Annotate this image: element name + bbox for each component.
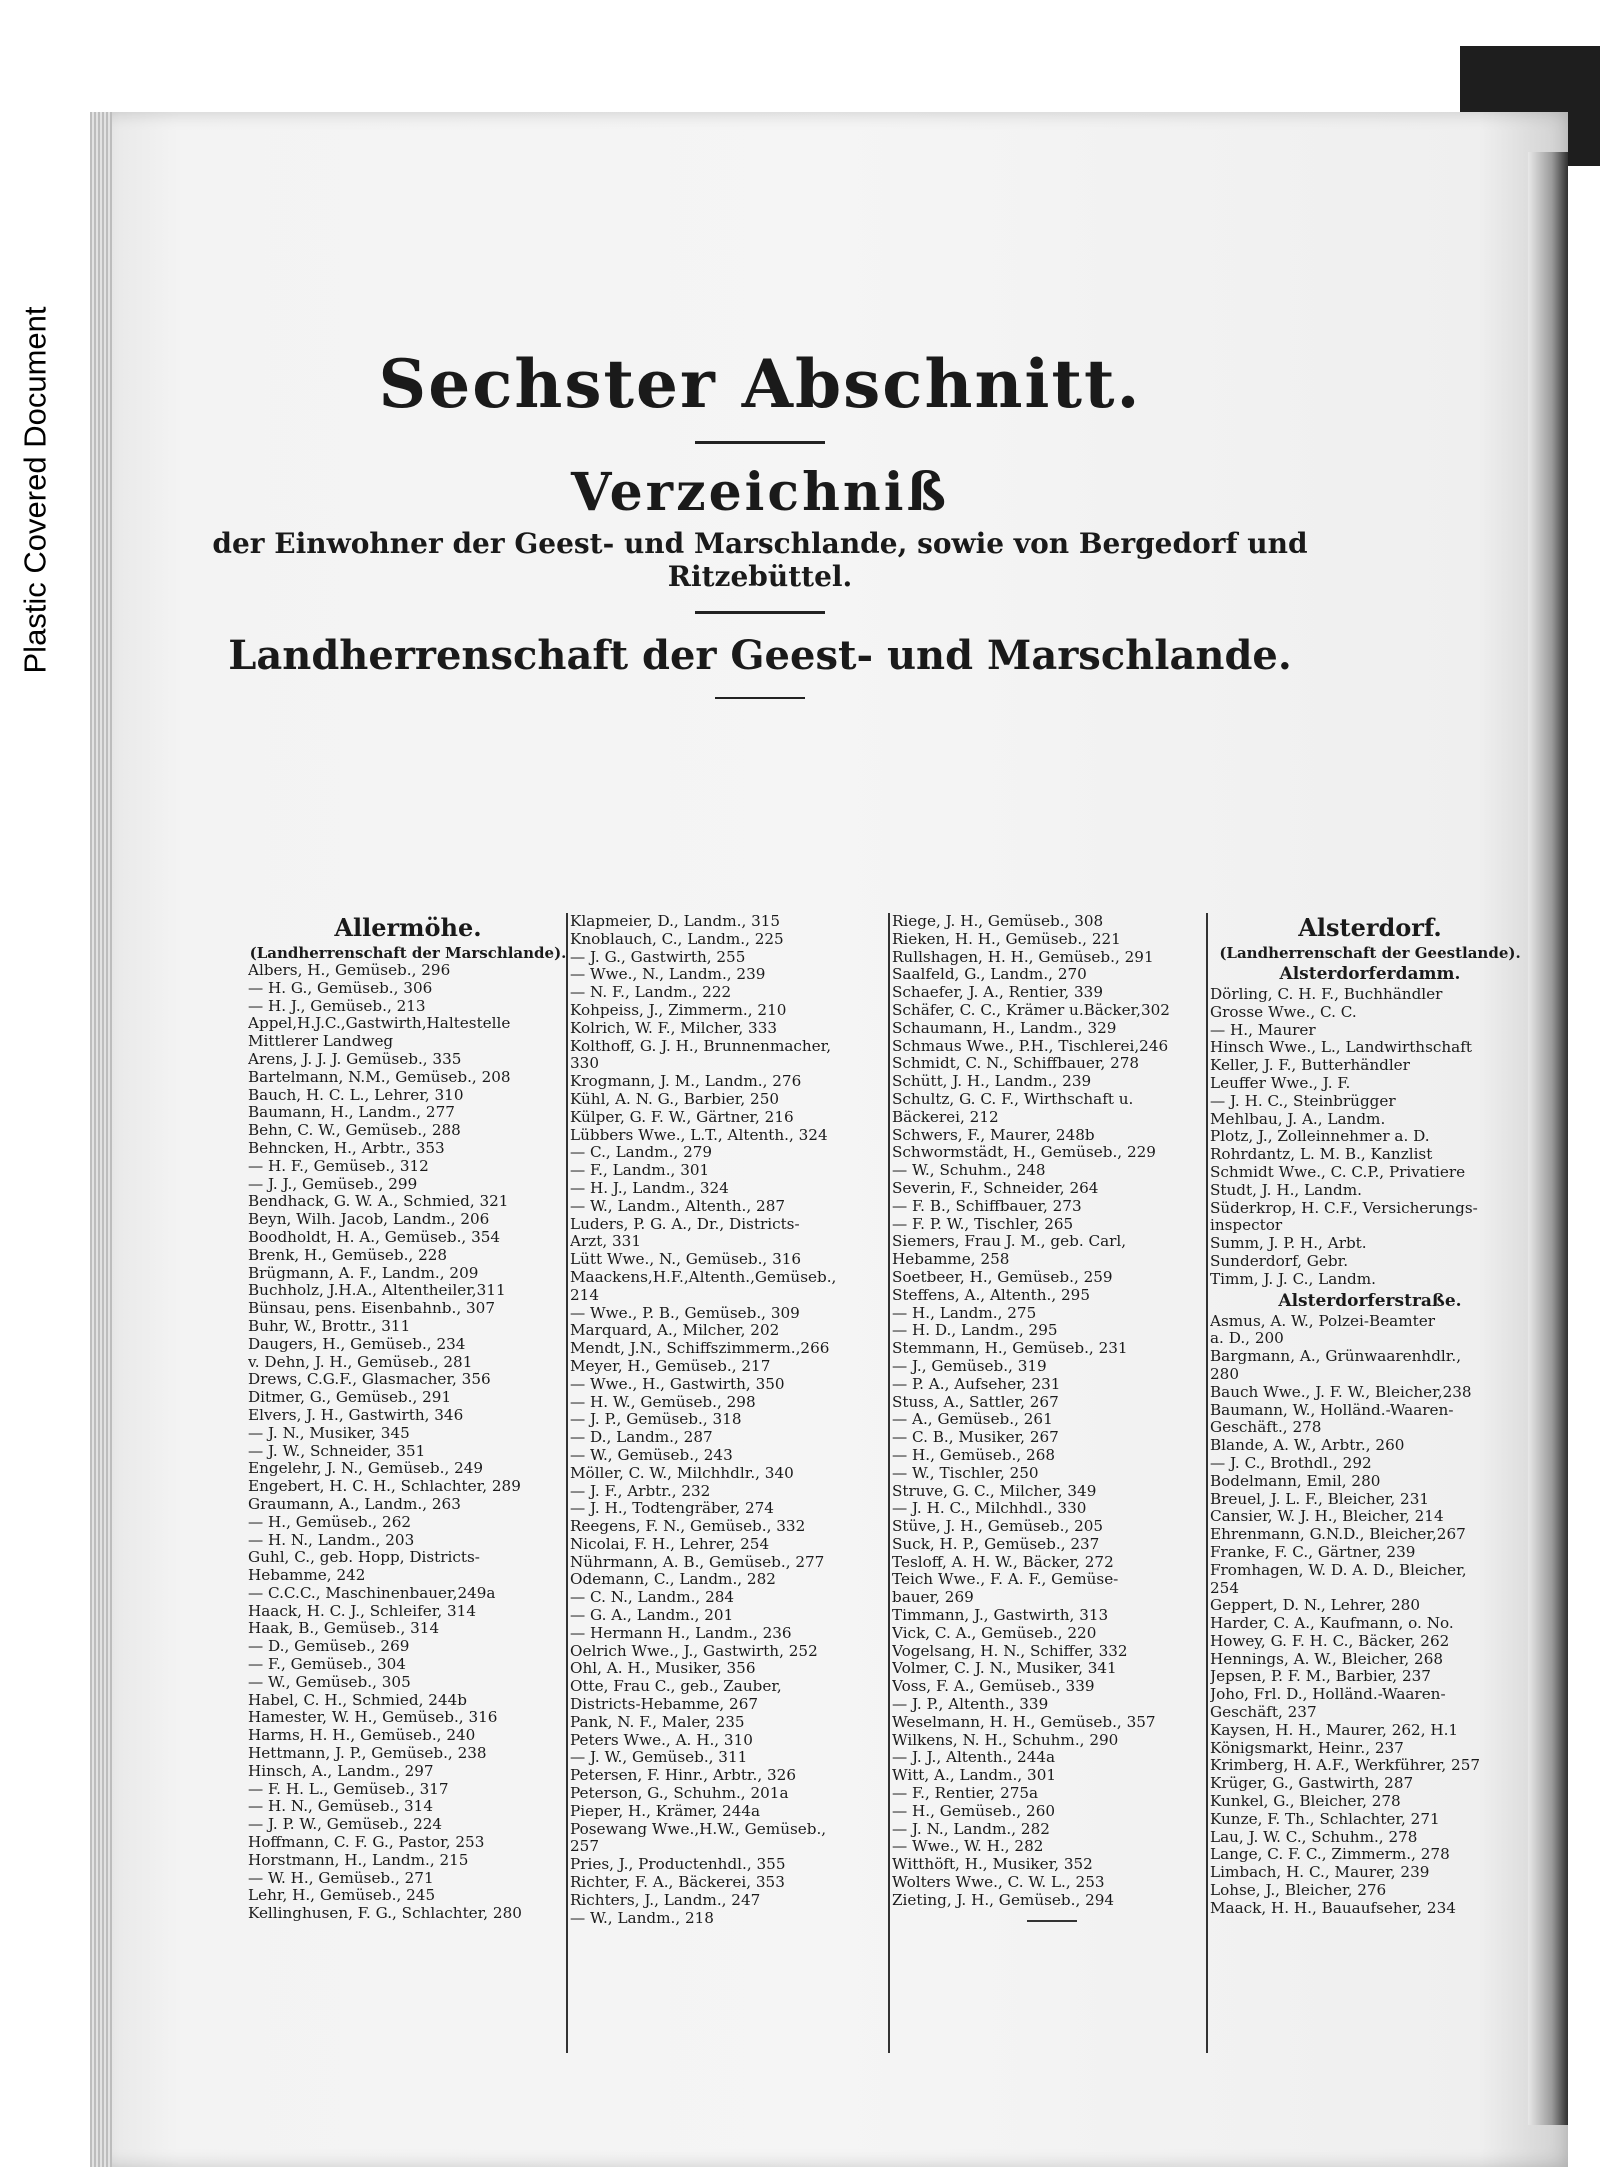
list-item: — H., Maurer <box>1210 1020 1316 1039</box>
list-item: — P. A., Aufseher, 231 <box>892 1374 1061 1393</box>
list-item: — C. B., Musiker, 267 <box>892 1428 1059 1447</box>
list-item: — F., Gemüseb., 304 <box>248 1655 406 1674</box>
column-alsterdorf <box>1210 913 1530 2063</box>
list-item: — J., Gemüseb., 319 <box>892 1356 1047 1375</box>
list-item: Haak, B., Gemüseb., 314 <box>248 1619 440 1638</box>
list-item: Bendhack, G. W. A., Schmied, 321 <box>248 1192 509 1211</box>
list-item: Habel, C. H., Schmied, 244b <box>248 1690 468 1709</box>
list-item: — H. J., Gemüseb., 213 <box>248 996 426 1015</box>
list-item: Studt, J. H., Landm. <box>1210 1180 1362 1199</box>
list-item: Timmann, J., Gastwirth, 313 <box>892 1606 1109 1625</box>
list-item: Schwormstädt, H., Gemüseb., 229 <box>892 1143 1156 1162</box>
list-item: Bartelmann, N.M., Gemüseb., 208 <box>248 1067 511 1086</box>
list-item: inspector <box>1210 1216 1283 1235</box>
list-item: Cansier, W. J. H., Bleicher, 214 <box>1210 1507 1444 1526</box>
list-item: — F. B., Schiffbauer, 273 <box>892 1196 1082 1215</box>
list-item: Zieting, J. H., Gemüseb., 294 <box>892 1890 1115 1909</box>
list-item: — D., Gemüseb., 269 <box>248 1637 410 1656</box>
list-item: Appel,H.J.C.,Gastwirth,Haltestelle <box>248 1014 511 1033</box>
list-item: Richters, J., Landm., 247 <box>570 1890 761 1909</box>
list-item: Schultz, G. C. F., Wirthschaft u. <box>892 1089 1134 1108</box>
list-item: — F. H. L., Gemüseb., 317 <box>248 1779 449 1798</box>
list-item: — J. W., Schneider, 351 <box>248 1441 426 1460</box>
list-item: — Wwe., P. B., Gemüseb., 309 <box>570 1303 800 1322</box>
list-item: Leuffer Wwe., J. F. <box>1210 1073 1351 1092</box>
list-item: — J. N., Musiker, 345 <box>248 1423 410 1442</box>
list-item: Witthöft, H., Musiker, 352 <box>892 1855 1093 1874</box>
list-item: Schaefer, J. A., Rentier, 339 <box>892 983 1103 1002</box>
list-item: Ditmer, G., Gemüseb., 291 <box>248 1388 452 1407</box>
list-item: Süderkrop, H. C.F., Versicherungs- <box>1210 1198 1478 1217</box>
list-item: Otte, Frau C., geb., Zauber, <box>570 1677 782 1696</box>
list-item: Summ, J. P. H., Arbt. <box>1210 1234 1367 1253</box>
list-item: Plotz, J., Zolleinnehmer a. D. <box>1210 1127 1430 1146</box>
list-item: Bauch Wwe., J. F. W., Bleicher,238 <box>1210 1382 1472 1401</box>
list-item: Möller, C. W., Milchhdlr., 340 <box>570 1463 794 1482</box>
list-item: Guhl, C., geb. Hopp, Districts- <box>248 1548 480 1567</box>
list-item: — C., Landm., 279 <box>570 1143 713 1162</box>
list-item: — H. D., Landm., 295 <box>892 1321 1058 1340</box>
list-item: Schmidt, C. N., Schiffbauer, 278 <box>892 1054 1140 1073</box>
list-item: Kaysen, H. H., Maurer, 262, H.1 <box>1210 1720 1459 1739</box>
list-item: — F., Rentier, 275a <box>892 1784 1039 1803</box>
list-item: Pank, N. F., Maler, 235 <box>570 1712 745 1731</box>
list-item: — J. J., Gemüseb., 299 <box>248 1174 418 1193</box>
list-item: Horstmann, H., Landm., 215 <box>248 1850 469 1869</box>
side-label <box>12 220 58 760</box>
list-item: Saalfeld, G., Landm., 270 <box>892 965 1087 984</box>
list-item: Franke, F. C., Gärtner, 239 <box>1210 1542 1416 1561</box>
list-item: Klapmeier, D., Landm., 315 <box>570 913 781 930</box>
list-item: 214 <box>570 1285 599 1304</box>
list-item: — W., Tischler, 250 <box>892 1463 1039 1482</box>
list-item: — W., Landm., Altenth., 287 <box>570 1196 786 1215</box>
list-item: Soetbeer, H., Gemüseb., 259 <box>892 1267 1113 1286</box>
list-item: Oelrich Wwe., J., Gastwirth, 252 <box>570 1641 818 1660</box>
list-item: Dörling, C. H. F., Buchhändler <box>1210 985 1443 1003</box>
list-item: — H., Gemüseb., 260 <box>892 1801 1056 1820</box>
list-item: Nührmann, A. B., Gemüseb., 277 <box>570 1552 825 1571</box>
list-item: Daugers, H., Gemüseb., 234 <box>248 1334 466 1353</box>
list-item: — Wwe., H., Gastwirth, 350 <box>570 1374 785 1393</box>
list-item: Vick, C. A., Gemüseb., 220 <box>892 1623 1097 1642</box>
list-item: — D., Landm., 287 <box>570 1428 713 1447</box>
list-item: Lütt Wwe., N., Gemüseb., 316 <box>570 1250 802 1269</box>
list-item: Drews, C.G.F., Glasmacher, 356 <box>248 1370 491 1389</box>
list-item: Lange, C. F. C., Zimmerm., 278 <box>1210 1845 1450 1864</box>
list-item: Posewang Wwe.,H.W., Gemüseb., <box>570 1819 827 1838</box>
list-item: Geschäft, 237 <box>1210 1703 1317 1722</box>
list-item: Baumann, H., Landm., 277 <box>248 1103 455 1122</box>
list-item: Pries, J., Productenhdl., 355 <box>570 1855 786 1874</box>
list-item: Steffens, A., Altenth., 295 <box>892 1285 1091 1304</box>
list-item: Schaumann, H., Landm., 329 <box>892 1018 1117 1037</box>
directory-columns <box>248 913 1528 2063</box>
list-item: Geschäft., 278 <box>1210 1418 1322 1437</box>
list-item: — W., Schuhm., 248 <box>892 1161 1046 1180</box>
list-item: Bäckerei, 212 <box>892 1107 999 1126</box>
list-item: — W. H., Gemüseb., 271 <box>248 1868 434 1887</box>
list-item: Joho, Frl. D., Holländ.-Waaren- <box>1210 1685 1446 1704</box>
list-item: Keller, J. F., Butterhändler <box>1210 1056 1410 1075</box>
page-edge-right <box>1528 152 1568 2125</box>
list-item: Buhr, W., Brottr., 311 <box>248 1316 411 1335</box>
list-item: Arens, J. J. J. Gemüseb., 335 <box>248 1049 462 1068</box>
list-item: Stüve, J. H., Gemüseb., 205 <box>892 1517 1104 1536</box>
page-edge-left <box>90 112 112 2167</box>
list-item: Hebamme, 258 <box>892 1250 1010 1269</box>
list-item: Brügmann, A. F., Landm., 209 <box>248 1263 479 1282</box>
list-item: Bargmann, A., Grünwaarenhdlr., <box>1210 1347 1462 1366</box>
list-item: — C.C.C., Maschinenbauer,249a <box>248 1583 496 1602</box>
district-subheading: (Landherrenschaft der Geestlande). <box>1219 944 1521 962</box>
section-rule <box>715 697 805 699</box>
list-item: — H., Landm., 275 <box>892 1303 1037 1322</box>
list-item: Lehr, H., Gemüseb., 245 <box>248 1886 436 1905</box>
list-item: Nicolai, F. H., Lehrer, 254 <box>570 1534 770 1553</box>
page-title: Sechster Abschnitt. <box>378 345 1142 423</box>
list-item: — J. P., Altenth., 339 <box>892 1695 1049 1714</box>
list-item: Schmidt Wwe., C. C.P., Privatiere <box>1210 1162 1466 1181</box>
list-item: Rullshagen, H. H., Gemüseb., 291 <box>892 947 1154 966</box>
list-item: Fromhagen, W. D. A. D., Bleicher, <box>1210 1560 1467 1579</box>
list-item: Behn, C. W., Gemüseb., 288 <box>248 1121 461 1140</box>
entry-list <box>1210 1313 1530 1918</box>
column-two <box>570 913 890 2063</box>
list-item: — H. F., Gemüseb., 312 <box>248 1156 429 1175</box>
list-item: — N. F., Landm., 222 <box>570 983 732 1002</box>
list-item: Limbach, H. C., Maurer, 239 <box>1210 1863 1430 1882</box>
street-heading: Alsterdorferdamm. <box>1279 964 1461 984</box>
list-item: Kunkel, G., Bleicher, 278 <box>1210 1792 1401 1811</box>
list-item: Hennings, A. W., Bleicher, 268 <box>1210 1649 1444 1668</box>
list-item: Ehrenmann, G.N.D., Bleicher,267 <box>1210 1525 1466 1544</box>
list-item: — F. P. W., Tischler, 265 <box>892 1214 1074 1233</box>
list-item: Peterson, G., Schuhm., 201a <box>570 1784 789 1803</box>
district-heading: Allermöhe. <box>334 913 482 942</box>
list-item: Buchholz, J.H.A., Altentheiler,311 <box>248 1281 506 1300</box>
list-item: Mehlbau, J. A., Landm. <box>1210 1109 1386 1128</box>
list-item: Maack, H. H., Bauaufseher, 234 <box>1210 1898 1456 1917</box>
list-item: Engebert, H. C. H., Schlachter, 289 <box>248 1477 521 1496</box>
list-item: Behncken, H., Arbtr., 353 <box>248 1138 445 1157</box>
list-item: Severin, F., Schneider, 264 <box>892 1178 1099 1197</box>
list-item: — H., Gemüseb., 262 <box>248 1512 412 1531</box>
list-item: Witt, A., Landm., 301 <box>892 1766 1057 1785</box>
description-rule <box>695 611 825 614</box>
list-item: — C. N., Landm., 284 <box>570 1588 735 1607</box>
list-item: — J. H. C., Milchhdl., 330 <box>892 1499 1087 1518</box>
list-item: Grosse Wwe., C. C. <box>1210 1002 1357 1021</box>
list-item: Beyn, Wilh. Jacob, Landm., 206 <box>248 1210 490 1229</box>
list-item: — W., Gemüseb., 305 <box>248 1672 411 1691</box>
list-item: Schmaus Wwe., P.H., Tischlerei,246 <box>892 1036 1169 1055</box>
list-item: 280 <box>1210 1364 1239 1383</box>
list-item: — J. N., Landm., 282 <box>892 1819 1050 1838</box>
list-item: 257 <box>570 1837 599 1856</box>
list-item: Hebamme, 242 <box>248 1566 366 1585</box>
list-item: Haack, H. C. J., Schleifer, 314 <box>248 1601 476 1620</box>
list-item: — H. G., Gemüseb., 306 <box>248 978 433 997</box>
list-item: — J. G., Gastwirth, 255 <box>570 947 746 966</box>
list-item: Wolters Wwe., C. W. L., 253 <box>892 1873 1105 1892</box>
list-item: bauer, 269 <box>892 1588 974 1607</box>
list-item: Arzt, 331 <box>570 1232 641 1251</box>
list-item: Odemann, C., Landm., 282 <box>570 1570 776 1589</box>
list-item: Weselmann, H. H., Gemüseb., 357 <box>892 1712 1156 1731</box>
list-item: Richter, F. A., Bäckerei, 353 <box>570 1873 785 1892</box>
list-item: Jepsen, P. F. M., Barbier, 237 <box>1210 1667 1431 1686</box>
district-heading: Alsterdorf. <box>1298 913 1442 942</box>
list-item: v. Dehn, J. H., Gemüseb., 281 <box>248 1352 473 1371</box>
list-item: Kunze, F. Th., Schlachter, 271 <box>1210 1809 1440 1828</box>
list-item: Struve, G. C., Milcher, 349 <box>892 1481 1097 1500</box>
list-item: Kellinghusen, F. G., Schlachter, 280 <box>248 1904 522 1923</box>
column-three <box>892 913 1212 2063</box>
list-item: Kohpeiss, J., Zimmerm., 210 <box>570 1000 787 1019</box>
list-item: Rieken, H. H., Gemüseb., 221 <box>892 929 1121 948</box>
list-item: Vogelsang, H. N., Schiffer, 332 <box>892 1641 1128 1660</box>
list-item: Riege, J. H., Gemüseb., 308 <box>892 913 1104 930</box>
list-item: Maackens,H.F.,Altenth.,Gemüseb., <box>570 1267 837 1286</box>
list-item: Reegens, F. N., Gemüseb., 332 <box>570 1517 806 1536</box>
list-item: — J. C., Brothdl., 292 <box>1210 1453 1372 1472</box>
list-item: Breuel, J. L. F., Bleicher, 231 <box>1210 1489 1430 1508</box>
list-item: Teich Wwe., F. A. F., Gemüse- <box>892 1570 1119 1589</box>
title-rule <box>695 441 825 444</box>
list-item: Stuss, A., Sattler, 267 <box>892 1392 1059 1411</box>
list-item: Kolrich, W. F., Milcher, 333 <box>570 1018 778 1037</box>
list-item: — Wwe., N., Landm., 239 <box>570 965 766 984</box>
list-item: Rohrdantz, L. M. B., Kanzlist <box>1210 1145 1433 1164</box>
list-item: — H. N., Gemüseb., 314 <box>248 1797 433 1816</box>
list-item: Suck, H. P., Gemüseb., 237 <box>892 1534 1100 1553</box>
list-item: Hinsch, A., Landm., 297 <box>248 1761 434 1780</box>
list-item: Engelehr, J. N., Gemüseb., 249 <box>248 1459 484 1478</box>
list-item: a. D., 200 <box>1210 1329 1284 1348</box>
list-item: Peters Wwe., A. H., 310 <box>570 1730 753 1749</box>
entry-list <box>248 962 568 1923</box>
list-item: — H. N., Landm., 203 <box>248 1530 415 1549</box>
list-item: 254 <box>1210 1578 1239 1597</box>
list-item: Harder, C. A., Kaufmann, o. No. <box>1210 1614 1454 1633</box>
list-item: Voss, F. A., Gemüseb., 339 <box>892 1677 1095 1696</box>
list-item: Külper, G. F. W., Gärtner, 216 <box>570 1107 794 1126</box>
list-item: Mittlerer Landweg <box>248 1032 394 1051</box>
list-item: Albers, H., Gemüseb., 296 <box>248 961 451 979</box>
list-item: Stemmann, H., Gemüseb., 231 <box>892 1339 1128 1358</box>
list-item: Knoblauch, C., Landm., 225 <box>570 929 784 948</box>
list-item: Petersen, F. Hinr., Arbtr., 326 <box>570 1766 796 1785</box>
list-item: Siemers, Frau J. M., geb. Carl, <box>892 1232 1127 1251</box>
list-item: — H., Gemüseb., 268 <box>892 1445 1056 1464</box>
side-label-text: Plastic Covered Document <box>17 306 52 674</box>
list-item: Volmer, C. J. N., Musiker, 341 <box>892 1659 1117 1678</box>
list-item: Ohl, A. H., Musiker, 356 <box>570 1659 756 1678</box>
list-item: Schwers, F., Maurer, 248b <box>892 1125 1095 1144</box>
list-item: Howey, G. F. H. C., Bäcker, 262 <box>1210 1631 1450 1650</box>
list-item: Mendt, J.N., Schiffszimmerm.,266 <box>570 1339 830 1358</box>
list-item: Timm, J. J. C., Landm. <box>1210 1269 1377 1288</box>
list-item: Bauch, H. C. L., Lehrer, 310 <box>248 1085 464 1104</box>
list-item: — J. F., Arbtr., 232 <box>570 1481 711 1500</box>
list-item: Sunderdorf, Gebr. <box>1210 1251 1349 1270</box>
list-item: Wilkens, N. H., Schuhm., 290 <box>892 1730 1119 1749</box>
list-item: Districts-Hebamme, 267 <box>570 1695 759 1714</box>
list-item: Asmus, A. W., Polzei-Beamter <box>1210 1311 1435 1330</box>
list-item: Kolthoff, G. J. H., Brunnenmacher, <box>570 1036 832 1055</box>
list-item: Elvers, J. H., Gastwirth, 346 <box>248 1405 464 1424</box>
page-description: der Einwohner der Geest- und Marschlande, sowie von Bergedorf und Ritzebüttel. <box>212 527 1308 593</box>
list-item: Brenk, H., Gemüseb., 228 <box>248 1245 448 1264</box>
list-item: — J. H. C., Steinbrügger <box>1210 1091 1396 1110</box>
column-allermoehe <box>248 913 568 2063</box>
list-item: Hettmann, J. P., Gemüseb., 238 <box>248 1744 487 1763</box>
list-item: — Wwe., W. H., 282 <box>892 1837 1044 1856</box>
list-item: Lohse, J., Bleicher, 276 <box>1210 1881 1387 1900</box>
list-item: Bünsau, pens. Eisenbahnb., 307 <box>248 1299 495 1318</box>
list-item: Meyer, H., Gemüseb., 217 <box>570 1356 771 1375</box>
list-item: — Hermann H., Landm., 236 <box>570 1623 792 1642</box>
list-item: Tesloff, A. H. W., Bäcker, 272 <box>892 1552 1114 1571</box>
list-item: — F., Landm., 301 <box>570 1161 710 1180</box>
list-item: — H. W., Gemüseb., 298 <box>570 1392 756 1411</box>
list-item: — J. H., Todtengräber, 274 <box>570 1499 774 1518</box>
list-item: Hoffmann, C. F. G., Pastor, 253 <box>248 1833 485 1852</box>
list-item: — J. W., Gemüseb., 311 <box>570 1748 748 1767</box>
section-title: Landherrenschaft der Geest- und Marschlande. <box>228 632 1292 679</box>
entry-list <box>892 913 1212 1910</box>
list-item: Lübbers Wwe., L.T., Altenth., 324 <box>570 1125 828 1144</box>
list-item: Krogmann, J. M., Landm., 276 <box>570 1072 802 1091</box>
list-item: Harms, H. H., Gemüseb., 240 <box>248 1726 476 1745</box>
list-item: Marquard, A., Milcher, 202 <box>570 1321 780 1340</box>
list-item: Baumann, W., Holländ.-Waaren- <box>1210 1400 1454 1419</box>
list-item: Schütt, J. H., Landm., 239 <box>892 1072 1092 1091</box>
district-subheading: (Landherrenschaft der Marschlande). <box>249 944 567 962</box>
list-item: Krüger, G., Gastwirth, 287 <box>1210 1774 1414 1793</box>
list-item: Luders, P. G. A., Dr., Districts- <box>570 1214 800 1233</box>
street-heading: Alsterdorferstraße. <box>1278 1290 1462 1311</box>
list-item: Kühl, A. N. G., Barbier, 250 <box>570 1089 780 1108</box>
list-item: — W., Landm., 218 <box>570 1908 714 1927</box>
column-end-rule <box>1027 1920 1077 1922</box>
list-item: Hamester, W. H., Gemüseb., 316 <box>248 1708 498 1727</box>
list-item: Schäfer, C. C., Krämer u.Bäcker,302 <box>892 1000 1170 1019</box>
page-subtitle: Verzeichniß <box>571 462 949 523</box>
list-item: Bodelmann, Emil, 280 <box>1210 1471 1381 1490</box>
list-item: Boodholdt, H. A., Gemüseb., 354 <box>248 1227 501 1246</box>
list-item: Lau, J. W. C., Schuhm., 278 <box>1210 1827 1418 1846</box>
list-item: Blande, A. W., Arbtr., 260 <box>1210 1436 1405 1455</box>
list-item: Hinsch Wwe., L., Landwirthschaft <box>1210 1038 1472 1057</box>
list-item: 330 <box>570 1054 599 1073</box>
page-header <box>160 345 1360 717</box>
list-item: — G. A., Landm., 201 <box>570 1606 734 1625</box>
list-item: — J. P. W., Gemüseb., 224 <box>248 1815 443 1834</box>
entry-list <box>1210 986 1530 1289</box>
list-item: — J. J., Altenth., 244a <box>892 1748 1056 1767</box>
list-item: — H. J., Landm., 324 <box>570 1178 729 1197</box>
list-item: Königsmarkt, Heinr., 237 <box>1210 1738 1404 1757</box>
list-item: — A., Gemüseb., 261 <box>892 1410 1053 1429</box>
list-item: — J. P., Gemüseb., 318 <box>570 1410 742 1429</box>
list-item: — W., Gemüseb., 243 <box>570 1445 733 1464</box>
list-item: Graumann, A., Landm., 263 <box>248 1494 461 1513</box>
list-item: Geppert, D. N., Lehrer, 280 <box>1210 1596 1420 1615</box>
list-item: Krimberg, H. A.F., Werkführer, 257 <box>1210 1756 1481 1775</box>
list-item: Pieper, H., Krämer, 244a <box>570 1801 761 1820</box>
entry-list <box>570 913 890 1927</box>
